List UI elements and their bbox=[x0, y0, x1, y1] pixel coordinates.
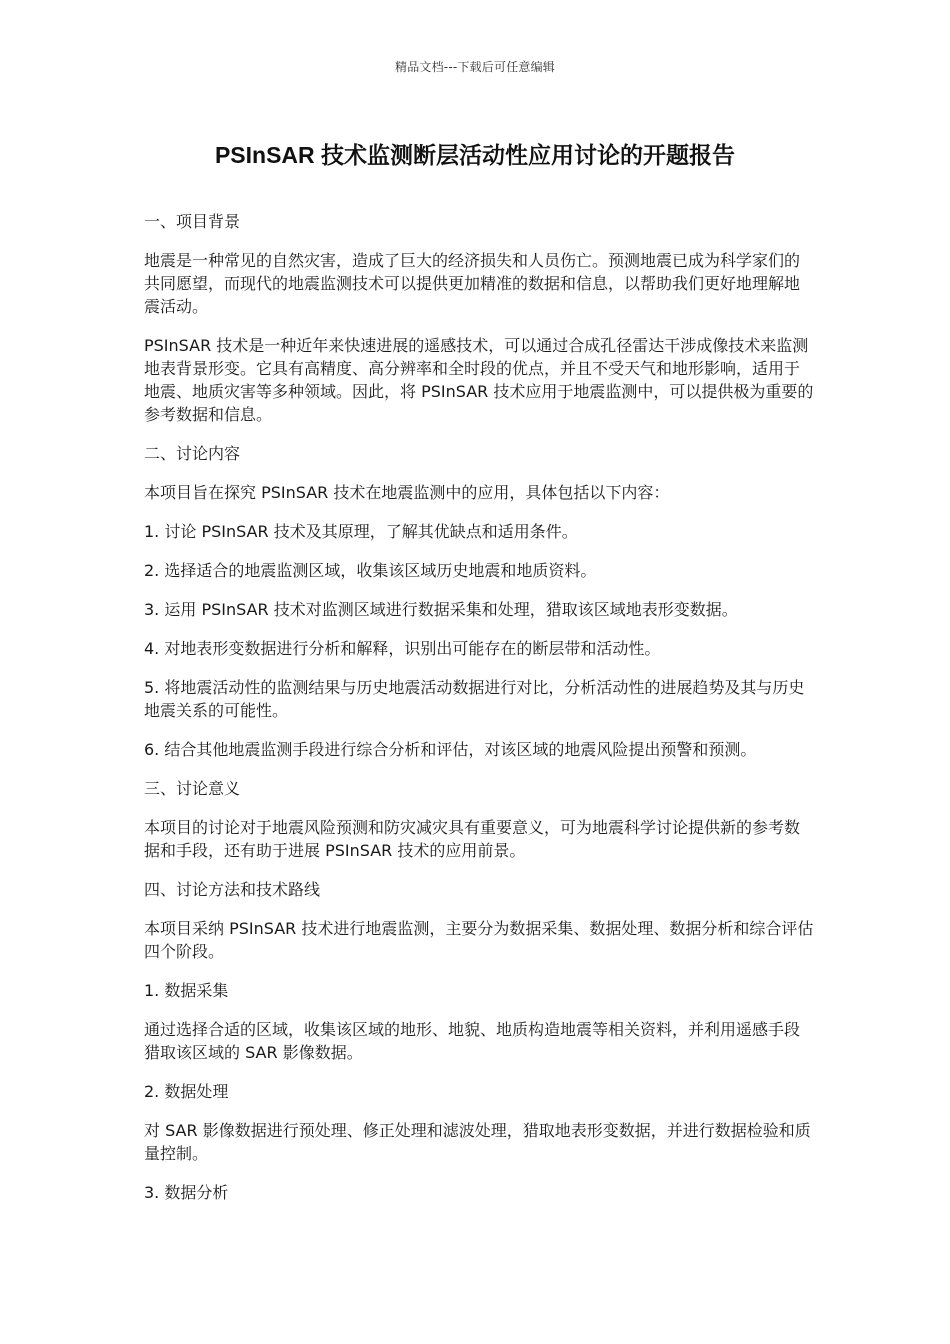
section-heading-methods: 四、讨论方法和技术路线 bbox=[144, 880, 321, 899]
list-item-content-2: 2. 选择适合的地震监测区域，收集该区域历史地震和地质资料。 bbox=[144, 561, 597, 580]
list-item-content-1: 1. 讨论 PSInSAR 技术及其原理，了解其优缺点和适用条件。 bbox=[144, 522, 578, 541]
list-item-content-5: 5. 将地震活动性的监测结果与历史地震活动数据进行对比，分析活动性的进展趋势及其与历史地震关系的可能性。 bbox=[144, 678, 805, 720]
document-title: PSInSAR 技术监测断层活动性应用讨论的开题报告 bbox=[214, 142, 736, 168]
section-heading-significance: 三、讨论意义 bbox=[144, 779, 241, 798]
section-heading-background: 一、项目背景 bbox=[144, 212, 241, 231]
section-heading-content: 二、讨论内容 bbox=[144, 444, 241, 463]
list-item-content-3: 3. 运用 PSInSAR 技术对监测区域进行数据采集和处理，猎取该区域地表形变数据。 bbox=[144, 600, 738, 619]
paragraph-background-1: 地震是一种常见的自然灾害，造成了巨大的经济损失和人员伤亡。预测地震已成为科学家们的共同愿望，而现代的地震监测技术可以提供更加精准的数据和信息，以帮助我们更好地理解地震活动。 bbox=[144, 251, 801, 316]
paragraph-background-2: PSInSAR 技术是一种近年来快速进展的遥感技术，可以通过合成孔径雷达干涉成像技术来监测地表背景形变。它具有高精度、高分辨率和全时段的优点，并且不受天气和地形影响，适用于地震、地质灾害等多种领域。因此，将 PSInSAR 技术应用于地震监测中，可以提供极为重要的参考数据和信息。 bbox=[144, 336, 814, 424]
list-item-content-6: 6. 结合其他地震监测手段进行综合分析和评估，对该区域的地震风险提出预警和预测。 bbox=[144, 740, 757, 759]
subheading-data-processing: 2. 数据处理 bbox=[144, 1082, 229, 1101]
paragraph-content-intro: 本项目旨在探究 PSInSAR 技术在地震监测中的应用，具体包括以下内容： bbox=[144, 483, 670, 502]
paragraph-significance: 本项目的讨论对于地震风险预测和防灾减灾具有重要意义，可为地震科学讨论提供新的参考数据和手段，还有助于进展 PSInSAR 技术的应用前景。 bbox=[144, 818, 801, 860]
document-body bbox=[144, 210, 814, 1220]
paragraph-methods-intro: 本项目采纳 PSInSAR 技术进行地震监测，主要分为数据采集、数据处理、数据分析和综合评估四个阶段。 bbox=[144, 919, 814, 961]
paragraph-data-processing: 对 SAR 影像数据进行预处理、修正处理和滤波处理，猎取地表形变数据，并进行数据检验和质量控制。 bbox=[144, 1121, 811, 1163]
subheading-data-analysis: 3. 数据分析 bbox=[144, 1183, 229, 1202]
subheading-data-collection: 1. 数据采集 bbox=[144, 981, 229, 1000]
list-item-content-4: 4. 对地表形变数据进行分析和解释，识别出可能存在的断层带和活动性。 bbox=[144, 639, 661, 658]
page-header: 精品文档---下载后可任意编辑 bbox=[395, 60, 555, 74]
paragraph-data-collection: 通过选择合适的区域，收集该区域的地形、地貌、地质构造地震等相关资料，并利用遥感手段猎取该区域的 SAR 影像数据。 bbox=[144, 1020, 801, 1062]
